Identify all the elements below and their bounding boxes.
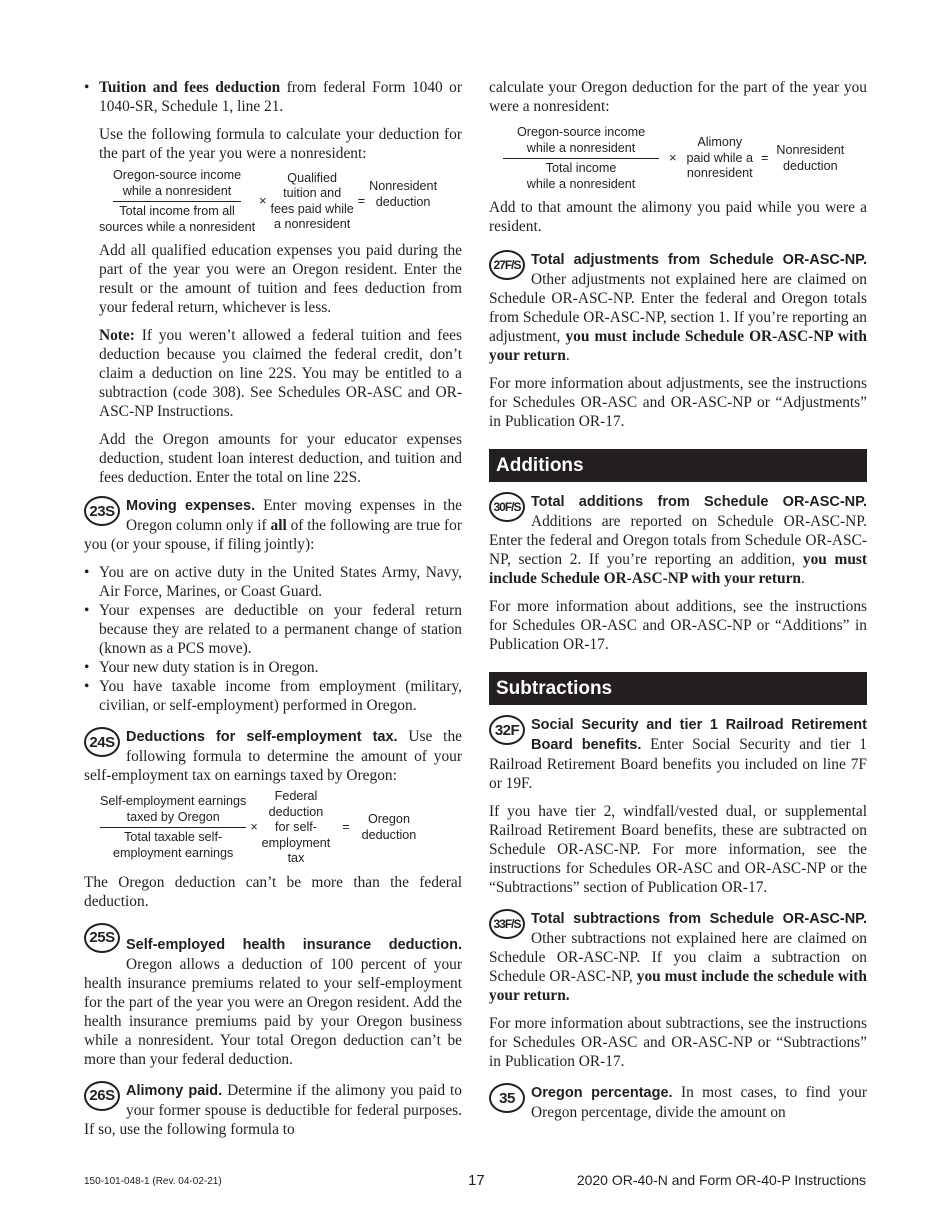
line-badge-33FS: 33F/S bbox=[489, 909, 525, 939]
total-additions: 30F/S Total additions from Schedule OR-ASC-NP. Additions are reported on Schedule OR-ASC-NP. Enter the federal and Oregon totals from Schedule OR-ASC-NP, section 2. If you’re reporting an addition, you must include Schedule OR-ASC-NP with your return. For more information about additions, see the instructions for Schedules OR-ASC and OR-ASC-NP or “Additions” in Publication OR-17. bbox=[489, 494, 867, 653]
line-badge-32F: 32F bbox=[489, 715, 525, 745]
moving-bullets bbox=[84, 563, 462, 715]
tuition-block bbox=[84, 125, 462, 487]
social-security-more: If you have tier 2, windfall/vested dual, or supplemental Railroad Retirement Board benefits, these are subtracted on Schedule OR-ASC-NP. For more information, see the instructions for Schedules OR-ASC and OR-ASC-NP or the “Subtractions” section of Publication OR-17. bbox=[489, 803, 867, 896]
additions-more: For more information about additions, see the instructions for Schedules OR-ASC and OR-ASC-NP or “Additions” in Publication OR-17. bbox=[489, 598, 867, 653]
tuition-formula-intro: Use the following formula to calculate your deduction for the part of the year you were a nonresident: bbox=[99, 126, 462, 162]
additions-header: Additions bbox=[489, 449, 867, 482]
adjustments-more: For more information about adjustments, see the instructions for Schedules OR-ASC and OR-ASC-NP or “Adjustments” in Publication OR-17. bbox=[489, 375, 867, 430]
setax-formula: Self-employment earnings taxed by Oregon Total taxable self- employment earnings × Federal deduction for self- employment tax = Oregon deduction bbox=[100, 789, 417, 865]
subtractions-more: For more information about subtractions, see the instructions for Schedules OR-ASC and OR-ASC-NP or “Subtractions” in Publication OR-17. bbox=[489, 1015, 867, 1070]
left-column bbox=[84, 78, 462, 1148]
self-employment-tax: 24S Deductions for self-employment tax. Use the following formula to determine the amount of your self-employment tax on earnings taxed by Oregon: Self-employment earnings taxed by Oregon Total taxable self- employment earnings × Federal deduction for self- employment tax = Oregon deduction The Oregon deduction can’t be more than the federal deduction. bbox=[84, 728, 462, 910]
moving-expenses: 23S Moving expenses. Enter moving expenses in the Oregon column only if all of the following are true for you (or your spouse, if filing jointly): • You are on active duty in the United States Army, Navy, Air Force, Marines, or Coast Guard. • Your expenses are deductible on your federal return because they are related to a permanent change of station (known as a PCS move). • Your new duty station is in Oregon. • You have taxable income from employment (military, civilian, or self-employment) performed in Oregon. bbox=[84, 496, 462, 715]
page-number: 17 bbox=[468, 1172, 485, 1189]
alimony-continued: calculate your Oregon deduction for the part of the year you were a nonresident: bbox=[489, 79, 867, 115]
line-badge-26S: 26S bbox=[84, 1081, 120, 1111]
line-badge-35: 35 bbox=[489, 1083, 525, 1113]
page-footer bbox=[84, 1172, 866, 1192]
line-badge-23S: 23S bbox=[84, 496, 120, 526]
list-item: • You are on active duty in the United States Army, Navy, Air Force, Marines, or Coast Guard. bbox=[84, 563, 462, 601]
form-number: 150-101-048-1 (Rev. 04-02-21) bbox=[84, 1176, 222, 1187]
setax-after: The Oregon deduction can’t be more than the federal deduction. bbox=[84, 873, 462, 910]
alimony-formula: Oregon-source income while a nonresident Total income while a nonresident × Alimony paid while a nonresident = Nonresident deduction bbox=[503, 125, 867, 192]
alimony-paid: 26S Alimony paid. Determine if the alimony you paid to your former spouse is deductible for federal purposes. If so, use the following formula to bbox=[84, 1081, 462, 1138]
tuition-total: Add the Oregon amounts for your educator expenses deduction, student loan interest deduction, and tuition and fees deduction. Enter the total on line 22S. bbox=[99, 431, 462, 486]
tuition-note: Note: If you weren’t allowed a federal tuition and fees deduction because you claimed the federal credit, don’t claim a deduction on line 22S. You may be entitled to a subtraction (code 308). See Schedules OR-ASC and OR-ASC-NP Instructions. bbox=[99, 327, 462, 420]
total-adjustments: 27F/S Total adjustments from Schedule OR-ASC-NP. Other adjustments not explained here are claimed on Schedule OR-ASC-NP. Enter the federal and Oregon totals from Schedule OR-ASC-NP, section 1. If you’re reporting an adjustment, you must include Schedule OR-ASC-NP with your return. For more information about adjustments, see the instructions for Schedules OR-ASC and OR-ASC-NP or “Adjustments” in Publication OR-17. bbox=[489, 252, 867, 430]
line-badge-25S: 25S bbox=[84, 923, 120, 953]
line-badge-27FS: 27F/S bbox=[489, 250, 525, 280]
tuition-title: Tuition and fees deduction bbox=[99, 79, 281, 96]
tuition-bullet: • Tuition and fees deduction from federal Form 1040 or 1040-SR, Schedule 1, line 21. bbox=[84, 78, 462, 116]
document-title: 2020 OR-40-N and Form OR-40-P Instructions bbox=[576, 1172, 866, 1188]
list-item: • Your new duty station is in Oregon. bbox=[84, 658, 462, 677]
tuition-formula: Oregon-source income while a nonresident Total income from all sources while a nonresident × Qualified tuition and fees paid while a nonresident = Nonresident deduction bbox=[99, 168, 438, 234]
line-badge-24S: 24S bbox=[84, 727, 120, 757]
list-item: • You have taxable income from employment (military, civilian, or self-employment) performed in Oregon. bbox=[84, 677, 462, 715]
subtractions-header: Subtractions bbox=[489, 672, 867, 705]
social-security-benefits: 32F Social Security and tier 1 Railroad Retirement Board benefits. Enter Social Security and tier 1 Railroad Retirement Board benefits you included on line 7F or 19F. If you have tier 2, windfall/vested dual, or supplemental Railroad Retirement Board benefits, these are subtracted on Schedule OR-ASC-NP. For more information, see the instructions for Schedules OR-ASC and OR-ASC-NP or the “Subtractions” section of Publication OR-17. bbox=[489, 717, 867, 896]
tuition-after: Add all qualified education expenses you paid during the part of the year you were an Oregon resident. Enter the result or the amount of tuition and fees deduction from your federal return, whichever is less. bbox=[99, 242, 462, 316]
alimony-after: Add to that amount the alimony you paid while you were a resident. bbox=[489, 199, 867, 235]
right-column bbox=[489, 78, 867, 1131]
health-insurance: 25S Self-employed health insurance deduction. Oregon allows a deduction of 100 percent of your health insurance premiums related to your self-employment for the part of the year you were an Oregon resident. Add the health insurance premiums paid by your Oregon business while a nonresident. Your total Oregon deduction can’t be more than your federal deduction. bbox=[84, 923, 462, 1069]
list-item: • Your expenses are deductible on your federal return because they are related to a permanent change of station (known as a PCS move). bbox=[84, 601, 462, 658]
oregon-percentage: 35 Oregon percentage. In most cases, to find your Oregon percentage, divide the amount on bbox=[489, 1083, 867, 1122]
total-subtractions: 33F/S Total subtractions from Schedule OR-ASC-NP. Other subtractions not explained here are claimed on Schedule OR-ASC-NP. If you claim a subtraction on Schedule OR-ASC-NP, you must include the schedule with your return. For more information about subtractions, see the instructions for Schedules OR-ASC and OR-ASC-NP or “Subtractions” in Publication OR-17. bbox=[489, 911, 867, 1070]
line-badge-30FS: 30F/S bbox=[489, 492, 525, 522]
